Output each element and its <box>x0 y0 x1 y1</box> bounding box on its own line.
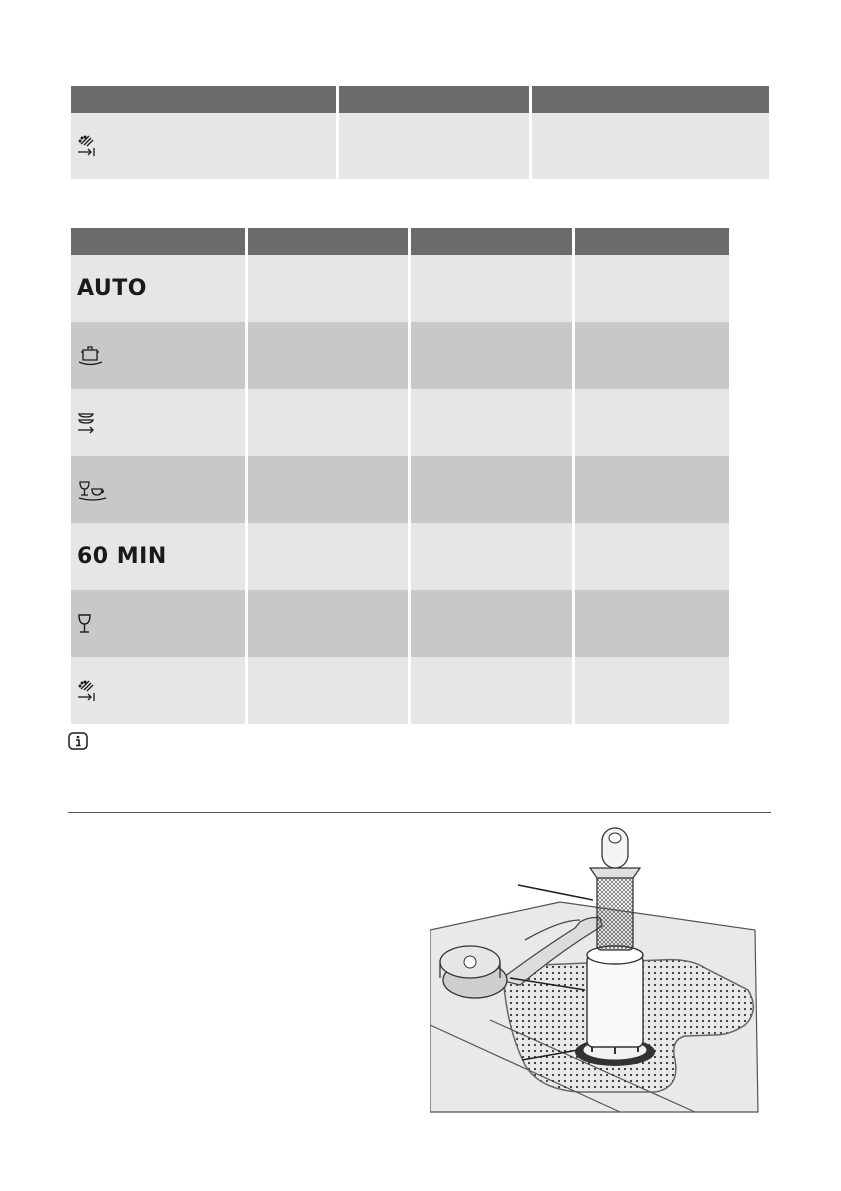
table-programs <box>68 228 732 724</box>
table-header <box>575 228 729 255</box>
table-header <box>71 228 245 255</box>
table-cell <box>575 523 729 590</box>
program-cell <box>71 389 245 456</box>
program-cell <box>71 590 245 657</box>
table-row <box>71 389 729 456</box>
table-cell <box>339 113 529 179</box>
table-row <box>71 322 729 389</box>
table-cell <box>575 657 729 724</box>
table-cell <box>411 590 572 657</box>
table-header <box>411 228 572 255</box>
section-divider <box>68 812 771 813</box>
program-cell <box>71 657 245 724</box>
table-cell <box>575 389 729 456</box>
info-icon <box>68 732 88 750</box>
program-cell <box>71 523 245 590</box>
dishwasher-filter-diagram <box>430 820 760 1115</box>
program-cell <box>71 113 336 179</box>
table-cell <box>411 255 572 322</box>
table-cell <box>248 389 408 456</box>
table-row <box>71 590 729 657</box>
rinse-hold-icon <box>77 680 97 702</box>
table-cell <box>248 322 408 389</box>
table-cell <box>575 456 729 523</box>
wine-glass-icon <box>77 613 93 635</box>
table-cell <box>411 389 572 456</box>
plates-icon <box>77 411 99 435</box>
table-cell <box>248 523 408 590</box>
rinse-hold-icon <box>77 135 97 157</box>
table-row <box>71 523 729 590</box>
table-cell <box>411 657 572 724</box>
table-header <box>248 228 408 255</box>
program-cell <box>71 322 245 389</box>
table-row <box>71 113 769 179</box>
program-cell <box>71 255 245 322</box>
table-header-row <box>71 86 769 113</box>
glass-cup-icon <box>77 479 109 501</box>
program-label: 60 MIN <box>77 544 167 569</box>
table-header <box>339 86 529 113</box>
table-cell <box>248 590 408 657</box>
table-cell <box>248 456 408 523</box>
table-cell <box>411 523 572 590</box>
table-cell <box>575 322 729 389</box>
table-cell <box>411 456 572 523</box>
table-row <box>71 657 729 724</box>
table-cell <box>248 657 408 724</box>
table-row <box>71 456 729 523</box>
table-cell <box>575 590 729 657</box>
program-label: AUTO <box>77 276 147 301</box>
table-cell <box>575 255 729 322</box>
table-row <box>71 255 729 322</box>
table-header <box>532 86 769 113</box>
table-header-row <box>71 228 729 255</box>
table-header <box>71 86 336 113</box>
pot-icon <box>77 345 105 367</box>
table-cell <box>532 113 769 179</box>
table-top <box>68 86 772 179</box>
program-cell <box>71 456 245 523</box>
table-cell <box>248 255 408 322</box>
table-cell <box>411 322 572 389</box>
